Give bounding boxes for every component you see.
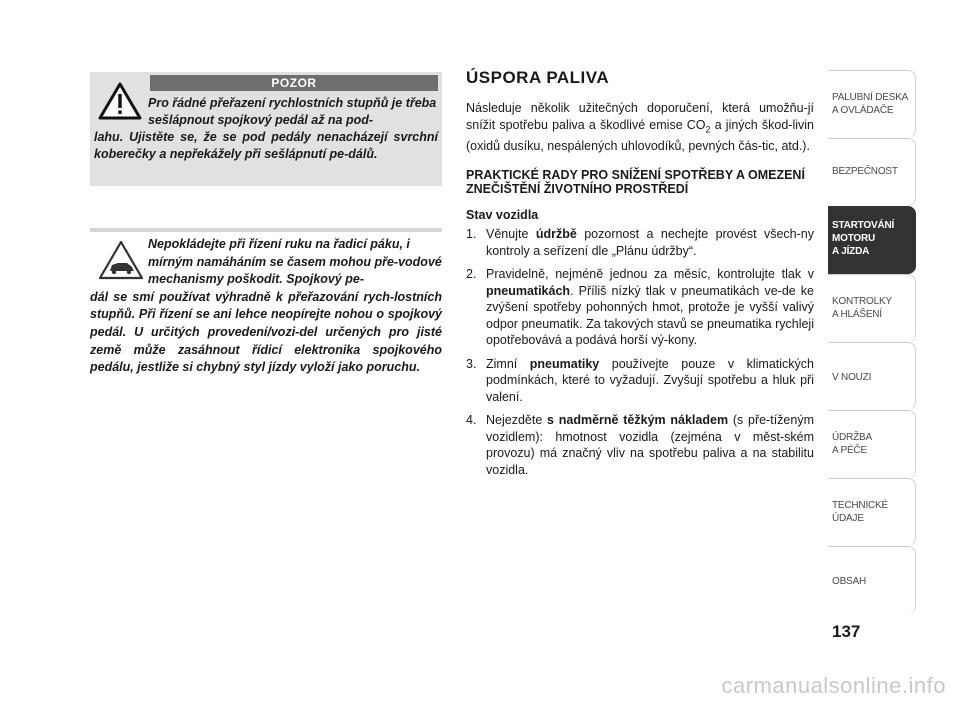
tab-technicke[interactable] [828, 478, 916, 546]
tab-bezpecnost[interactable] [828, 138, 916, 206]
list-item-bold: pneumatiky [529, 356, 600, 371]
section-subtitle: PRAKTICKÉ RADY PRO SNÍŽENÍ SPOTŘEBY A OMEZENÍ ZNEČIŠTĚNÍ ŽIVOTNÍHO PROSTŘEDÍ [466, 168, 805, 196]
list-item-text: pozornost a nechejte provést všech-ny kontroly a seřízení dle „Plánu údržby“. [486, 227, 814, 258]
tab-udrzba[interactable] [828, 410, 916, 478]
list-item-bold: údržbě [535, 227, 577, 241]
list-item-text: . Příliš nízký tlak v pneumatikách ve-de ke zvýšení spotřeby pohonných hmot, protože je vyšší valivý odpor pneumatik. Za takových stavů se pneumatika rychleji opotřebovává a podává horší vý-kony. [486, 283, 814, 347]
warning-title: POZOR [150, 75, 438, 91]
warning-text-rest: lahu. Ujistěte se, že se pod pedály nenacházejí svrchní koberečky a nepřekážely při sešlápnutí pe-dálů. [94, 130, 438, 161]
warning-box-pozor [90, 72, 442, 186]
list-item-number: 2. [466, 267, 477, 281]
list-item-bold: pneumatikách [486, 283, 571, 298]
tab-label: A HLÁŠENÍ [832, 309, 882, 320]
list-item-text: Pravidelně, nejméně jednou za měsíc, kontrolujte tlak v [486, 267, 814, 281]
tab-label: MOTORU [832, 233, 876, 244]
tab-label: TECHNICKÉ [832, 500, 888, 511]
intro-subscript: 2 [705, 124, 711, 134]
list-item-text: (s pře-tíženým vozidlem): hmotnost vozidla (zejména v měst-ském provozu) má značný vliv na spotřebu paliva a na stabilitu vozidla. [486, 413, 814, 477]
tab-obsah[interactable] [828, 546, 916, 614]
list-item [466, 412, 814, 478]
tab-label: ÚDAJE [832, 513, 864, 524]
tab-startovani[interactable] [828, 206, 916, 274]
list-item [466, 266, 814, 349]
tab-palubni-deska[interactable] [828, 70, 916, 138]
tab-label: V NOUZI [832, 372, 872, 383]
subsection-title: Stav vozidla [466, 208, 539, 222]
warning2-text [90, 236, 442, 377]
tab-label: ÚDRŽBA [832, 432, 872, 443]
list-item [466, 356, 814, 406]
tab-label: PALUBNÍ DESKA [832, 92, 909, 103]
tab-label: A OVLÁDAČE [832, 105, 894, 116]
watermark: carmanualsonline.info [721, 673, 946, 698]
tab-label: A PÉČE [832, 445, 867, 456]
warning-text [90, 95, 442, 163]
section-intro [466, 100, 814, 154]
list-item-text: Zimní [486, 356, 530, 371]
warning2-text-indent: Nepokládejte při řízení ruku na řadicí páku, i mírným namáháním se časem mohou pře-vodové mechanismy poškodit. Spojkový pe- [148, 237, 442, 287]
warning-separator [90, 228, 442, 232]
section-title: ÚSPORA PALIVA [466, 68, 610, 87]
tab-label: STARTOVÁNÍ [832, 220, 895, 231]
tab-label: OBSAH [832, 576, 867, 587]
tab-v-nouzi[interactable] [828, 342, 916, 410]
list-item-text: používejte pouze v klimatických podmínkách, které to vyžadují. Zvyšují spotřebu a hluk při valení. [486, 356, 814, 404]
page-number: 137 [832, 622, 861, 641]
tab-kontrolky[interactable] [828, 274, 916, 342]
warning2-text-rest: dál se smí používat výhradně k přeřazování rych-lostních stupňů. Při řízení se ani lehce neopírejte nohou o spojkový pedál. U určitých provedení/vozi-del určených pro jisté země může zasáhnout řídicí elektronika spojkového pedálu, jestliže si chybný styl jízdy vyloží jako poruchu. [90, 289, 442, 375]
fuel-saving-section [466, 68, 814, 485]
list-item-text: Věnujte [486, 227, 536, 241]
list-item [466, 226, 814, 259]
list-item-number: 4. [466, 413, 477, 427]
list-item-number: 1. [466, 227, 477, 241]
list-item-number: 3. [466, 356, 477, 371]
tab-label: KONTROLKY [832, 296, 892, 307]
warning-text-indent: Pro řádné přeřazení rychlostních stupňů je třeba sešlápnout spojkový pedál až na pod- [148, 96, 437, 127]
intro-text-a: Následuje několik užitečných doporučení, která umožňu-jí snížit spotřebu paliva a škodlivé emise CO [466, 101, 814, 132]
tab-label: A JÍZDA [832, 246, 870, 257]
tab-label: BEZPEČNOST [832, 166, 898, 177]
list-item-bold: s nadměrně těžkým nákladem [547, 413, 729, 427]
chapter-tabs [828, 70, 916, 614]
list-item-text: Nejezděte [486, 413, 548, 427]
intro-text-b: a jiných škod-livin (oxidů dusíku, nespálených uhlovodíků, pevných čás-tic, atd.). [466, 117, 814, 153]
